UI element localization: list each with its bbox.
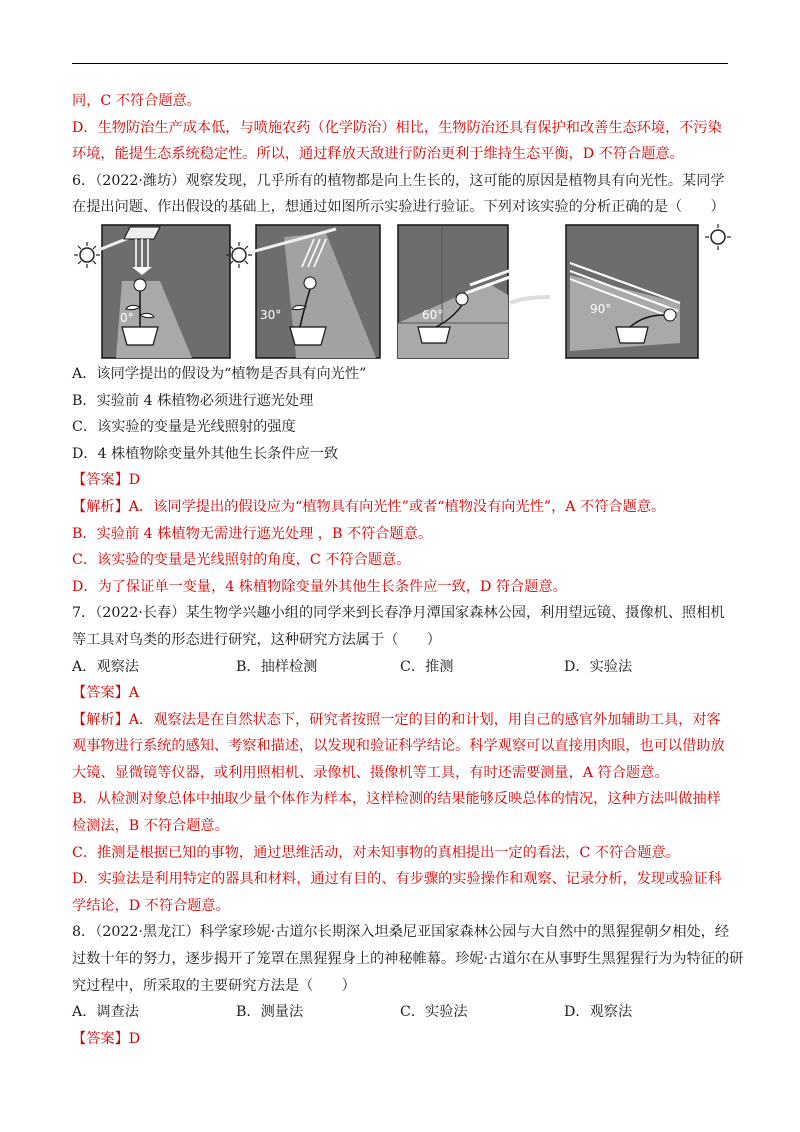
q8-option-c: C．实验法 [400,1004,468,1021]
q6-figure-90 [560,223,732,359]
q7-stem-line-1: 7．（2022·长春）某生物学兴趣小组的同学来到长春净月潭国家森林公园，利用望远镜、摄像机、照相机 [72,605,725,622]
answer-value: A [128,685,140,702]
q7-option-d: D．实验法 [564,658,633,675]
q6-stem-line-2: 在提出问题、作出假设的基础上，想通过如图所示实验进行验证。下列对该实验的分析正确的是（ ） [72,199,725,216]
q7-options [72,654,732,681]
q6-option-d: D．4 株植物除变量外其他生长条件应一致 [72,445,339,462]
q6-answer [72,467,732,494]
q7-analysis-line-2: 观事物进行系统的感知、考察和描述，以发现和验证科学结论。科学观察可以直接用肉眼，也可以借助放 [72,738,725,755]
answer-value: D [128,1030,141,1047]
prev-analysis-line-3: 环境，能提生态系统稳定性。所以，通过释放天敌进行防治更利于维持生态平衡，D 不符合题意。 [72,146,684,163]
q8-options [72,999,732,1026]
q7-analysis-line-4: B．从检测对象总体中抽取少量个体作为样本，这样检测的结果能够反映总体的情况，这种方法叫做抽样 [72,791,721,808]
figure-angle-label: 60° [422,307,444,322]
q7-option-b: B．抽样检测 [236,658,318,675]
q6-option-a: A．该同学提出的假设为“植物是否具有向光性” [72,365,367,382]
q6-stem-line-1: 6．（2022·潍坊）观察发现，几乎所有的植物都是向上生长的，这可能的原因是植物具有向光性。某同学 [72,172,725,189]
answer-value: D [128,472,141,489]
q7-analysis-line-6: C．推测是根据已知的事物，通过思维活动，对未知事物的真相提出一定的看法，C 不符合题意。 [72,844,680,861]
q8-stem-line-3: 究过程中，所采取的主要研究方法是（ ） [72,977,356,994]
q7-option-c: C．推测 [400,658,454,675]
q7-analysis-line-1 [72,707,732,734]
answer-tag: 【答案】 [72,1030,129,1047]
q6-figure-30 [226,223,384,359]
q7-option-a: A．观察法 [72,658,139,675]
q8-stem-line-2: 过数十年的努力，逐步揭开了笼罩在黑猩猩身上的神秘帷幕。珍妮·古道尔在从事野生黑猩猩行为为特征的研 [72,951,744,968]
q6-option-c: C．该实验的变量是光线照射的强度 [72,419,296,436]
q8-option-a: A．调查法 [72,1004,139,1021]
page-content [72,88,744,1052]
q6-analysis-line-2: B．实验前 4 株植物无需进行遮光处理 ，B 不符合题意。 [72,525,433,542]
q8-stem-line-1: 8．（2022·黑龙江）科学家珍妮·古道尔长期深入坦桑尼亚国家森林公园与大自然中的黑猩猩朝夕相处，经 [72,924,730,941]
header-rule [72,63,728,64]
q7-analysis-line-5: 检测法，B 不符合题意。 [72,818,229,835]
figure-angle-label: 0° [120,310,134,325]
q7-analysis-line-3: 大镜、显微镜等仪器，或利用照相机、录像机、摄像机等工具，有时还需要测量，A 符合题意。 [72,764,669,781]
analysis-text: A．观察法是在自然状态下，研究者按照一定的目的和计划，用自己的感官外加辅助工具，对客 [128,711,721,728]
figure-angle-label: 30° [260,307,282,322]
q7-analysis-line-7: D．实验法是利用特定的器具和材料，通过有目的、有步骤的实验操作和观察、记录分析，发现或验证科 [72,871,722,888]
q6-figure-0 [74,223,232,359]
analysis-tag: 【解析】 [72,498,129,515]
q6-figure-panel [72,223,732,361]
q8-answer [72,1026,732,1053]
answer-tag: 【答案】 [72,472,129,489]
q7-answer [72,680,732,707]
answer-tag: 【答案】 [72,685,129,702]
q6-analysis-line-1 [72,494,732,521]
q6-analysis-line-4: D．为了保证单一变量，4 株植物除变量外其他生长条件应一致，D 符合题意。 [72,578,567,595]
q7-stem-line-2: 等工具对鸟类的形态进行研究，这种研究方法属于（ ） [72,631,441,648]
q7-analysis-line-8: 学结论，D 不符合题意。 [72,897,230,914]
prev-analysis-line-2: D．生物防治生产成本低，与喷施农药（化学防治）相比，生物防治还具有保护和改善生态环境，不污染 [72,119,722,136]
analysis-tag: 【解析】 [72,711,129,728]
q6-analysis-line-3: C．该实验的变量是光线照射的角度，C 不符合题意。 [72,552,411,569]
q6-figure-60 [392,223,552,359]
q8-option-d: D．观察法 [564,1004,633,1021]
q6-option-b: B．实验前 4 株植物必须进行遮光处理 [72,392,314,409]
q8-option-b: B．测量法 [236,1004,304,1021]
analysis-text: A．该同学提出的假设应为“植物具有向光性”或者“植物没有向光性”，A 不符合题意。 [128,498,666,515]
figure-angle-label: 90° [590,301,612,316]
prev-analysis-line-1: 同，C 不符合题意。 [72,93,201,109]
